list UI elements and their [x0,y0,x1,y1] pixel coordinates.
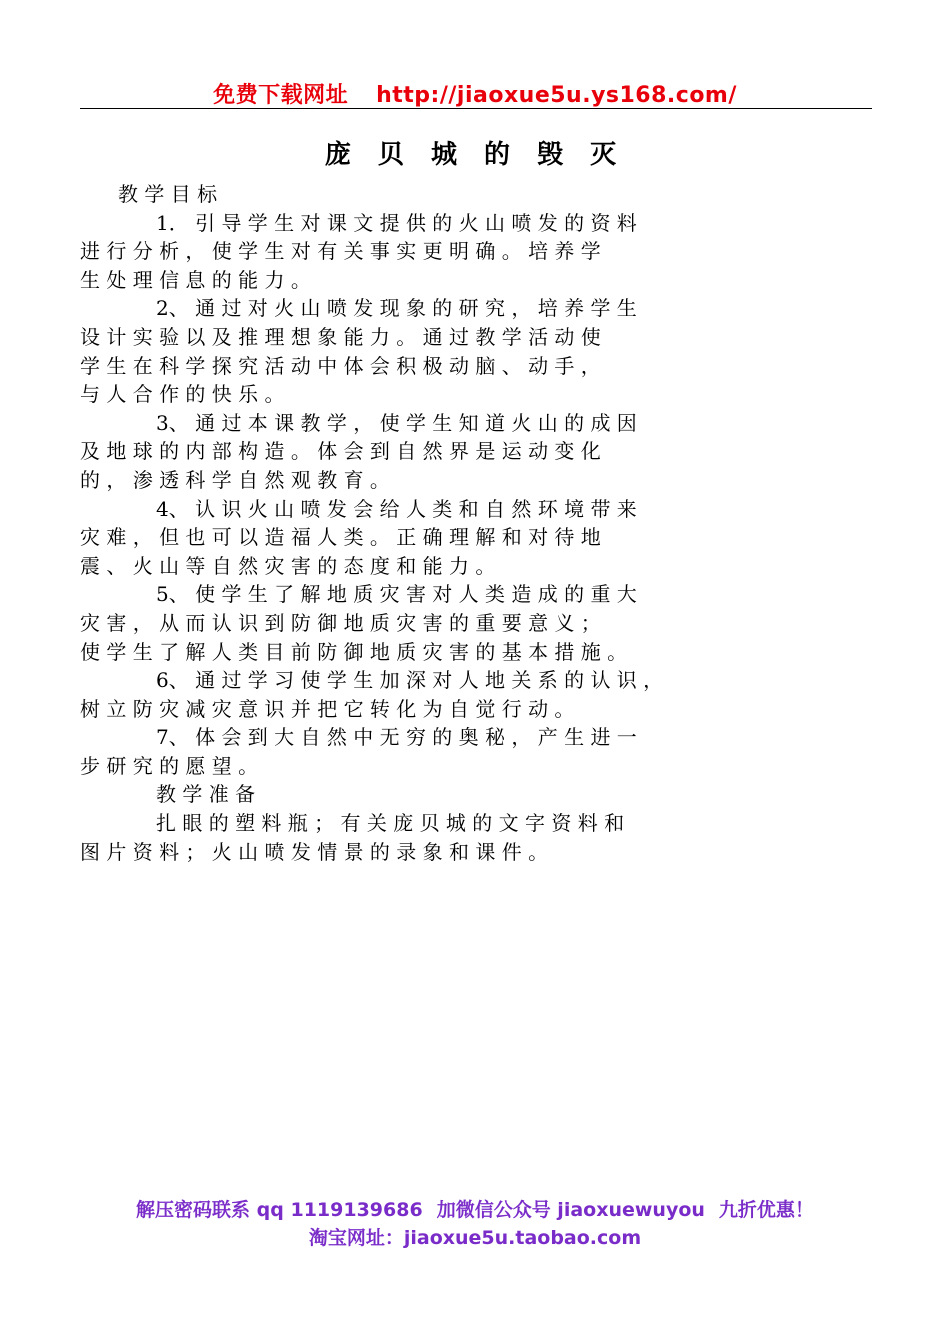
text-line: 进 行 分 析 ， 使 学 生 对 有 关 事 实 更 明 确 。 培 养 学 [80,239,601,264]
text-line: 灾 害 ， 从 而 认 识 到 防 御 地 质 灾 害 的 重 要 意 义 ； [80,610,601,635]
document-body [80,180,880,866]
taobao-link[interactable]: 淘宝网址：jiaoxue5u.taobao.com [308,1227,642,1249]
text-line: 步 研 究 的 愿 望 。 [80,753,259,778]
text-line: 5、 使 学 生 了 解 地 质 灾 害 对 人 类 造 成 的 重 大 [156,582,637,607]
wechat-contact: 加微信公众号 jiaoxuewuyou [436,1199,705,1221]
text-line: 扎 眼 的 塑 料 瓶 ； 有 关 庞 贝 城 的 文 字 资 料 和 [156,811,625,836]
text-line: 灾 难 ， 但 也 可 以 造 福 人 类 。 正 确 理 解 和 对 待 地 [80,525,601,550]
download-label: 免费下载网址 [213,83,349,108]
text-line: 4、 认 识 火 山 喷 发 会 给 人 类 和 自 然 环 境 带 来 [156,496,637,521]
text-line: 生 处 理 信 息 的 能 力 。 [80,267,311,292]
text-line: 教 学 准 备 [156,782,256,807]
discount-note: 九折优惠！ [718,1199,814,1221]
text-line: 6、 通 过 学 习 使 学 生 加 深 对 人 地 关 系 的 认 识 ， [156,668,664,693]
contact-footer [0,1196,950,1252]
footer-line-contact [0,1196,950,1224]
download-header [0,78,950,109]
download-url-link[interactable]: http://jiaoxue5u.ys168.com/ [376,83,737,108]
text-line: 设 计 实 验 以 及 推 理 想 象 能 力 。 通 过 教 学 活 动 使 [80,324,601,349]
text-line: 3、 通 过 本 课 教 学 ， 使 学 生 知 道 火 山 的 成 因 [156,410,637,435]
text-line: 2、 通 过 对 火 山 喷 发 现 象 的 研 究 ， 培 养 学 生 [156,296,637,321]
text-line: 与 人 合 作 的 快 乐 。 [80,382,285,407]
text-line: 1． 引 导 学 生 对 课 文 提 供 的 火 山 喷 发 的 资 料 [156,210,637,235]
text-line: 7、 体 会 到 大 自 然 中 无 穷 的 奥 秘 ， 产 生 进 一 [156,725,637,750]
qq-contact: 解压密码联系 qq 1119139686 [136,1199,423,1221]
text-line: 及 地 球 的 内 部 构 造 。 体 会 到 自 然 界 是 运 动 变 化 [80,439,601,464]
header-divider [80,108,872,109]
text-line: 图 片 资 料 ； 火 山 喷 发 情 景 的 录 象 和 课 件 。 [80,839,549,864]
text-line: 学 生 在 科 学 探 究 活 动 中 体 会 积 极 动 脑 、 动 手 ， [80,353,601,378]
document-title: 庞 贝 城 的 毁 灭 [324,140,626,170]
text-line: 震 、 火 山 等 自 然 灾 害 的 态 度 和 能 力 。 [80,553,496,578]
text-line: 树 立 防 灾 减 灾 意 识 并 把 它 转 化 为 自 觉 行 动 。 [80,696,575,721]
text-line: 教 学 目 标 [118,182,218,206]
text-line: 的 ， 渗 透 科 学 自 然 观 教 育 。 [80,467,390,492]
text-line: 使 学 生 了 解 人 类 目 前 防 御 地 质 灾 害 的 基 本 措 施 。 [80,639,628,664]
